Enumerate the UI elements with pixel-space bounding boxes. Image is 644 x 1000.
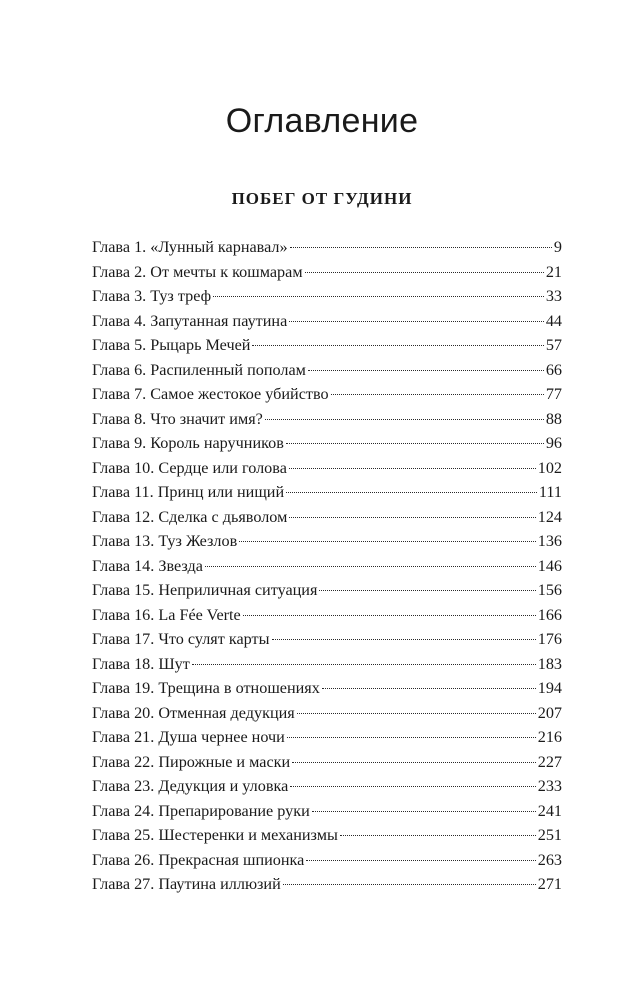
toc-entry-page-number: 156 xyxy=(537,581,562,599)
toc-entry-title: Глава 2. От мечты к кошмарам xyxy=(92,262,303,281)
toc-entry-title: Глава 16. La Fée Verte xyxy=(92,605,241,624)
toc-entry-page-number: 88 xyxy=(545,409,562,428)
toc-entry-page-number: 176 xyxy=(537,630,562,648)
toc-entry-page-number: 146 xyxy=(537,556,562,575)
toc-entry-title: Глава 12. Сделка с дьяволом xyxy=(92,507,288,526)
toc-entry-page-number: 44 xyxy=(545,311,562,330)
dot-leader xyxy=(290,785,535,787)
dot-leader xyxy=(319,589,535,591)
toc-entry-page-number: 233 xyxy=(537,777,562,795)
dot-leader xyxy=(286,442,544,444)
toc-entry-title: Глава 8. Что значит имя? xyxy=(92,409,263,428)
toc-entry-page-number: 33 xyxy=(545,287,562,305)
toc-entry xyxy=(92,750,562,775)
dot-leader xyxy=(192,663,536,665)
dot-leader xyxy=(243,614,536,616)
toc-entry xyxy=(92,529,562,554)
dot-leader xyxy=(340,834,536,836)
toc-entry-title: Глава 15. Неприличная ситуация xyxy=(92,581,318,599)
toc-entry-page-number: 194 xyxy=(537,679,562,697)
toc-entry xyxy=(92,676,562,701)
dot-leader xyxy=(283,883,536,885)
dot-leader xyxy=(312,810,536,812)
dot-leader xyxy=(308,369,544,371)
toc-entry-title: Глава 13. Туз Жезлов xyxy=(92,532,238,550)
dot-leader xyxy=(305,271,544,273)
dot-leader xyxy=(205,565,536,567)
toc-entry xyxy=(92,725,562,750)
dot-leader xyxy=(297,712,536,714)
toc-entry-page-number: 77 xyxy=(545,385,562,403)
toc-entry-title: Глава 3. Туз треф xyxy=(92,287,212,305)
toc-entry-title: Глава 14. Звезда xyxy=(92,556,203,575)
toc-entry-page-number: 216 xyxy=(537,728,562,746)
toc-entry-title: Глава 27. Паутина иллюзий xyxy=(92,875,281,893)
toc-entry-page-number: 271 xyxy=(537,875,562,893)
dot-leader xyxy=(306,859,535,861)
toc-entry xyxy=(92,235,562,260)
toc-entry-page-number: 21 xyxy=(545,262,562,281)
toc-entry-title: Глава 24. Препарирование руки xyxy=(92,801,310,820)
dot-leader xyxy=(213,295,544,297)
toc-entry-page-number: 166 xyxy=(537,605,562,624)
table-of-contents xyxy=(92,235,562,897)
toc-entry-title: Глава 23. Дедукция и уловка xyxy=(92,777,289,795)
toc-entry-title: Глава 6. Распиленный пополам xyxy=(92,360,306,379)
toc-entry-title: Глава 19. Трещина в отношениях xyxy=(92,679,320,697)
toc-entry xyxy=(92,578,562,603)
toc-entry-title: Глава 10. Сердце или голова xyxy=(92,458,287,477)
toc-entry-page-number: 124 xyxy=(537,507,562,526)
toc-entry-title: Глава 5. Рыцарь Мечей xyxy=(92,336,251,354)
toc-entry-title: Глава 7. Самое жестокое убийство xyxy=(92,385,329,403)
toc-entry xyxy=(92,701,562,726)
toc-entry-page-number: 136 xyxy=(537,532,562,550)
toc-entry xyxy=(92,603,562,628)
dot-leader xyxy=(286,491,537,493)
dot-leader xyxy=(272,638,536,640)
toc-entry xyxy=(92,431,562,456)
section-title: ПОБЕГ ОТ ГУДИНИ xyxy=(231,189,413,208)
toc-entry-page-number: 227 xyxy=(537,752,562,771)
dot-leader xyxy=(292,761,536,763)
toc-entry-title: Глава 9. Король наручников xyxy=(92,434,284,452)
toc-entry xyxy=(92,872,562,897)
toc-entry xyxy=(92,652,562,677)
toc-entry xyxy=(92,284,562,309)
toc-entry xyxy=(92,799,562,824)
toc-entry-page-number: 111 xyxy=(538,483,562,501)
toc-entry-title: Глава 22. Пирожные и маски xyxy=(92,752,291,771)
dot-leader xyxy=(239,540,535,542)
toc-entry-page-number: 207 xyxy=(537,703,562,722)
toc-entry xyxy=(92,480,562,505)
toc-entry xyxy=(92,848,562,873)
toc-entry-page-number: 96 xyxy=(545,434,562,452)
toc-entry-title: Глава 21. Душа чернее ночи xyxy=(92,728,285,746)
toc-entry-title: Глава 17. Что сулят карты xyxy=(92,630,270,648)
toc-entry-page-number: 66 xyxy=(545,360,562,379)
toc-entry xyxy=(92,407,562,432)
toc-entry xyxy=(92,309,562,334)
dot-leader xyxy=(287,736,536,738)
toc-entry-page-number: 251 xyxy=(537,826,562,844)
toc-entry-page-number: 241 xyxy=(537,801,562,820)
toc-entry xyxy=(92,774,562,799)
toc-entry-title: Глава 18. Шут xyxy=(92,654,190,673)
toc-entry-title: Глава 25. Шестеренки и механизмы xyxy=(92,826,338,844)
toc-entry xyxy=(92,260,562,285)
dot-leader xyxy=(252,344,543,346)
toc-entry-page-number: 57 xyxy=(545,336,562,354)
toc-entry-title: Глава 26. Прекрасная шпионка xyxy=(92,850,305,869)
toc-entry-page-number: 183 xyxy=(537,654,562,673)
toc-entry xyxy=(92,505,562,530)
toc-entry-title: Глава 11. Принц или нищий xyxy=(92,483,285,501)
dot-leader xyxy=(289,320,544,322)
toc-entry-title: Глава 4. Запутанная паутина xyxy=(92,311,288,330)
dot-leader xyxy=(331,393,544,395)
toc-entry xyxy=(92,627,562,652)
toc-entry xyxy=(92,554,562,579)
dot-leader xyxy=(289,516,535,518)
toc-entry xyxy=(92,456,562,481)
toc-entry-page-number: 263 xyxy=(537,850,562,869)
toc-entry xyxy=(92,382,562,407)
toc-entry xyxy=(92,823,562,848)
dot-leader xyxy=(265,418,544,420)
dot-leader xyxy=(289,467,536,469)
toc-entry-title: Глава 1. «Лунный карнавал» xyxy=(92,238,288,256)
toc-entry-title: Глава 20. Отменная дедукция xyxy=(92,703,295,722)
toc-entry xyxy=(92,358,562,383)
toc-entry-page-number: 9 xyxy=(553,238,562,256)
toc-entry-page-number: 102 xyxy=(537,458,562,477)
toc-entry xyxy=(92,333,562,358)
dot-leader xyxy=(290,246,552,248)
page-title: Оглавление xyxy=(225,102,419,140)
dot-leader xyxy=(322,687,536,689)
